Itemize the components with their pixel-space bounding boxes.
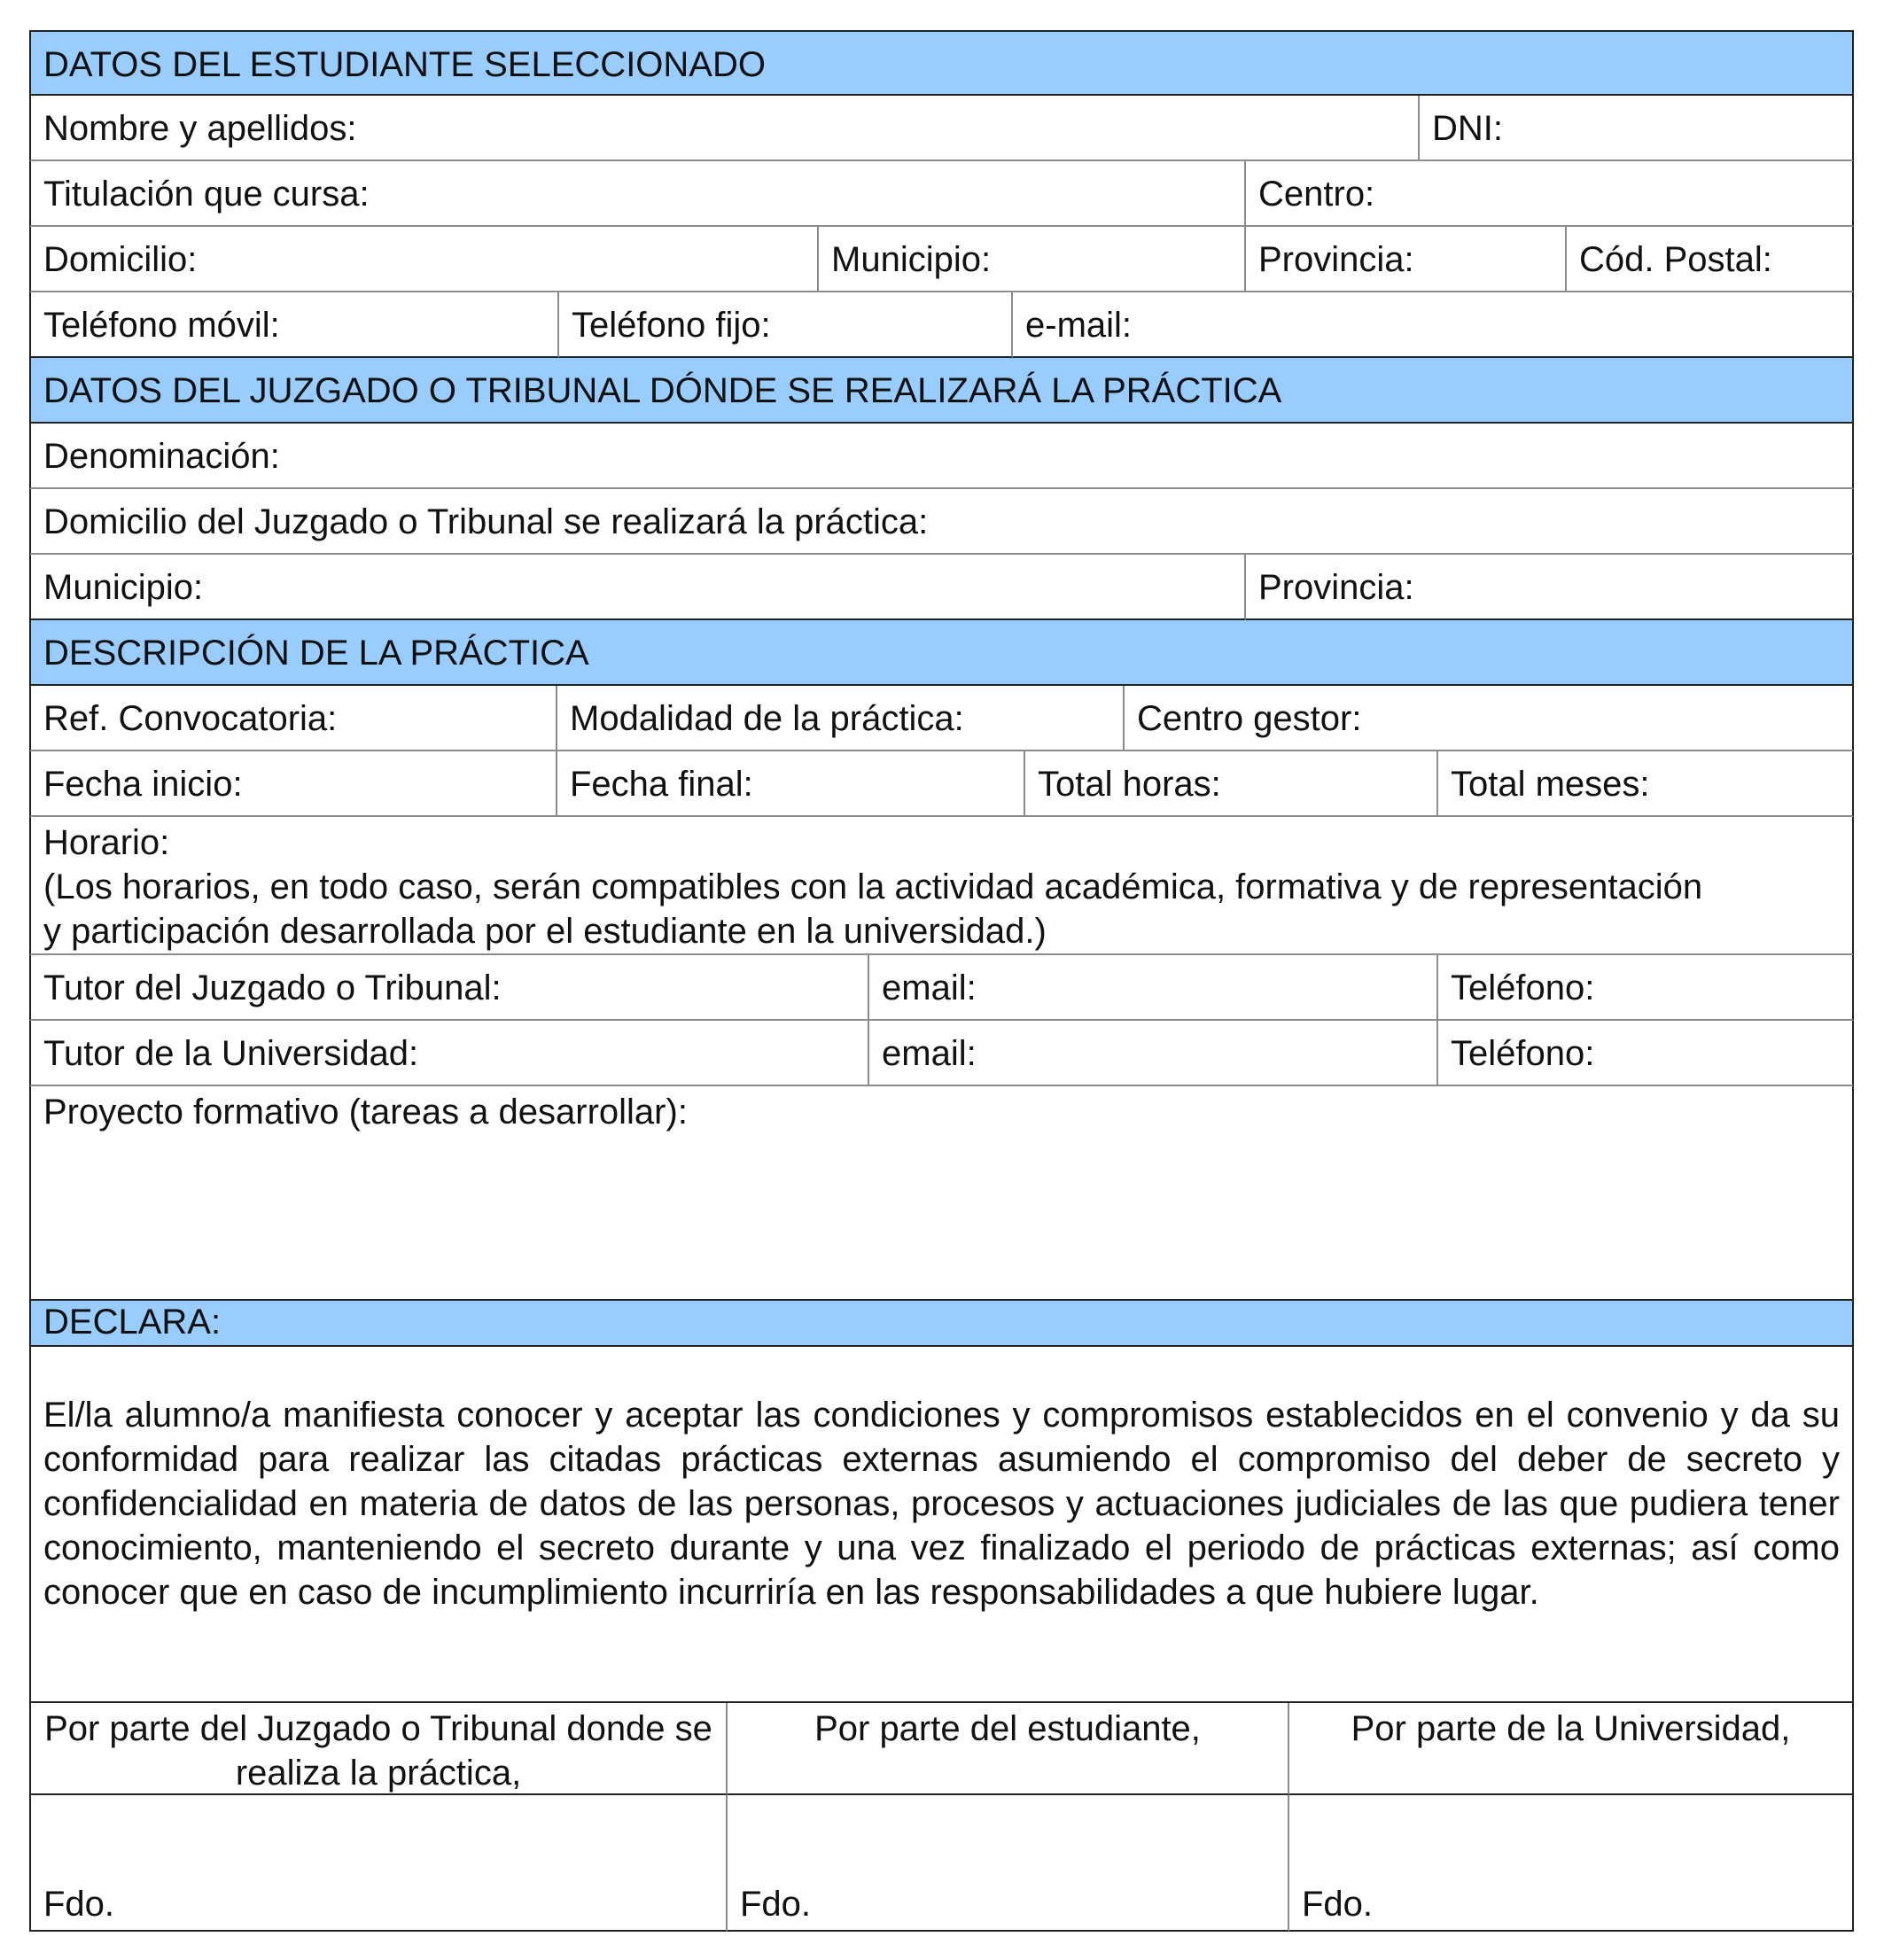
field-tutor-juzgado-telefono[interactable]: Teléfono: bbox=[1438, 955, 1854, 1021]
field-centro-gestor[interactable]: Centro gestor: bbox=[1125, 686, 1854, 751]
field-domicilio-juzgado[interactable]: Domicilio del Juzgado o Tribunal se realizará la práctica: bbox=[29, 489, 1854, 555]
fdo-label: Fdo. bbox=[43, 1885, 115, 1924]
horario-note-line-2: y participación desarrollada por el estudiante en la universidad.) bbox=[43, 912, 1047, 951]
field-provincia-juzgado[interactable]: Provincia: bbox=[1246, 555, 1854, 620]
field-total-horas[interactable]: Total horas: bbox=[1025, 751, 1438, 817]
field-cod-postal[interactable]: Cód. Postal: bbox=[1567, 227, 1854, 292]
field-tutor-universidad-telefono[interactable]: Teléfono: bbox=[1438, 1021, 1854, 1086]
signature-header-universidad: Por parte de la Universidad, bbox=[1289, 1703, 1854, 1795]
field-horario[interactable] bbox=[29, 817, 1854, 955]
field-municipio[interactable]: Municipio: bbox=[819, 227, 1246, 292]
field-modalidad[interactable]: Modalidad de la práctica: bbox=[557, 686, 1125, 751]
field-tutor-universidad[interactable]: Tutor de la Universidad: bbox=[29, 1021, 869, 1086]
field-tutor-juzgado[interactable]: Tutor del Juzgado o Tribunal: bbox=[29, 955, 869, 1021]
field-centro[interactable]: Centro: bbox=[1246, 161, 1854, 227]
fdo-label: Fdo. bbox=[1302, 1885, 1374, 1924]
field-ref-convocatoria[interactable]: Ref. Convocatoria: bbox=[29, 686, 557, 751]
section-header-declara: DECLARA: bbox=[29, 1301, 1854, 1347]
field-provincia[interactable]: Provincia: bbox=[1246, 227, 1567, 292]
field-telefono-movil[interactable]: Teléfono móvil: bbox=[29, 292, 559, 358]
field-denominacion[interactable]: Denominación: bbox=[29, 424, 1854, 489]
field-nombre-apellidos[interactable]: Nombre y apellidos: bbox=[29, 96, 1420, 161]
signature-box-juzgado[interactable] bbox=[29, 1795, 728, 1932]
section-header-juzgado: DATOS DEL JUZGADO O TRIBUNAL DÓNDE SE REALIZARÁ LA PRÁCTICA bbox=[29, 358, 1854, 424]
signature-box-estudiante[interactable] bbox=[728, 1795, 1289, 1932]
declaration-text: El/la alumno/a manifiesta conocer y aceptar las condiciones y compromisos establecidos en el convenio y da su conformidad para realizar las citadas prácticas externas asumiendo el compromiso del deber de secreto y confidencialidad en materia de datos de las personas, procesos y actuaciones judiciales de las que pudiera tener conocimiento, manteniendo el secreto durante y una vez finalizado el periodo de prácticas externas; así como conocer que en caso de incumplimiento incurriría en las responsabilidades a que hubiere lugar. bbox=[29, 1347, 1854, 1703]
section-header-estudiante: DATOS DEL ESTUDIANTE SELECCIONADO bbox=[29, 30, 1854, 96]
field-tutor-juzgado-email[interactable]: email: bbox=[869, 955, 1438, 1021]
field-email[interactable]: e-mail: bbox=[1013, 292, 1854, 358]
field-dni[interactable]: DNI: bbox=[1420, 96, 1854, 161]
signature-header-juzgado: Por parte del Juzgado o Tribunal donde se realiza la práctica, bbox=[29, 1703, 728, 1795]
field-domicilio[interactable]: Domicilio: bbox=[29, 227, 819, 292]
horario-note-line-1: (Los horarios, en todo caso, serán compatibles con la actividad académica, formativa y de representación bbox=[43, 867, 1703, 906]
signature-box-universidad[interactable] bbox=[1289, 1795, 1854, 1932]
practice-agreement-form bbox=[29, 30, 1854, 1932]
fdo-label: Fdo. bbox=[740, 1885, 812, 1924]
section-header-practica: DESCRIPCIÓN DE LA PRÁCTICA bbox=[29, 620, 1854, 686]
field-fecha-final[interactable]: Fecha final: bbox=[557, 751, 1025, 817]
field-fecha-inicio[interactable]: Fecha inicio: bbox=[29, 751, 557, 817]
signature-header-estudiante: Por parte del estudiante, bbox=[728, 1703, 1289, 1795]
field-municipio-juzgado[interactable]: Municipio: bbox=[29, 555, 1246, 620]
field-tutor-universidad-email[interactable]: email: bbox=[869, 1021, 1438, 1086]
horario-label: Horario: bbox=[43, 823, 170, 862]
field-proyecto-formativo[interactable]: Proyecto formativo (tareas a desarrollar): bbox=[29, 1086, 1854, 1301]
field-telefono-fijo[interactable]: Teléfono fijo: bbox=[559, 292, 1013, 358]
field-total-meses[interactable]: Total meses: bbox=[1438, 751, 1854, 817]
field-titulacion[interactable]: Titulación que cursa: bbox=[29, 161, 1246, 227]
